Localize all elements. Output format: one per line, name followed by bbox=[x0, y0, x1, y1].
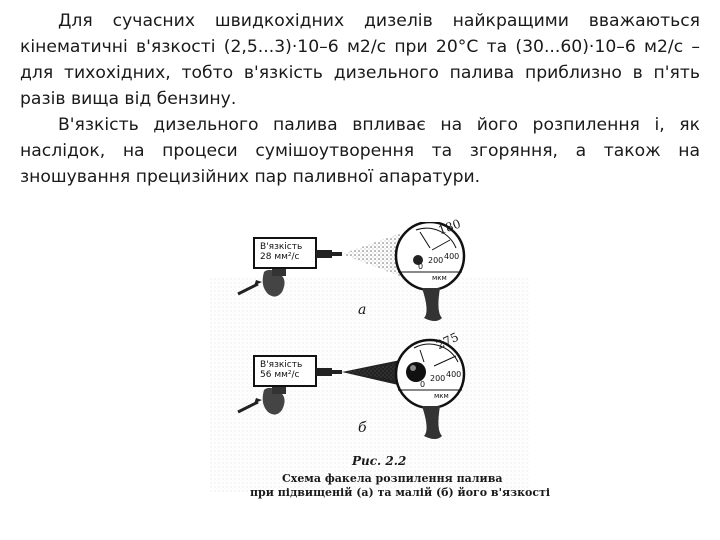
caption-line-1: Схема факела розпилення палива bbox=[282, 472, 503, 485]
dial-tick-b-0: 0 bbox=[420, 380, 426, 389]
viscosity-box-a bbox=[260, 242, 302, 262]
viscosity-label-a: В'язкість bbox=[260, 242, 303, 252]
dial-tick-b-400: 400 bbox=[446, 370, 462, 379]
paragraph-2: В'язкість дизельного палива впливає на його розпилення і, як наслідок, на процеси сумішоутворення та згоряння, а також на зношування прецизійних пар паливної апаратури. bbox=[20, 115, 700, 187]
paragraph-1: Для сучасних швидкохідних дизелів найкращими вважаються кінематичні в'язкості (2,5...3)·10–6 м2/с при 20°С та (30...60)·10–6 м2/с – для тихохідних, тобто в'язкість дизельного палива приблизно в п'ять разів вища від бензину. bbox=[20, 11, 700, 109]
figure-number: Рис. 2.2 bbox=[352, 454, 407, 468]
dial-tick-a-200: 200 bbox=[428, 256, 444, 265]
viscosity-box-b bbox=[260, 360, 302, 380]
spray-figure bbox=[210, 216, 551, 534]
dial-unit-a: мкм bbox=[432, 274, 447, 282]
viscosity-value-b: 56 мм²/с bbox=[260, 370, 300, 380]
sublabel-b: б bbox=[358, 420, 367, 436]
dial-tick-a-400: 400 bbox=[444, 252, 460, 261]
dial-tick-a-0: 0 bbox=[418, 262, 424, 271]
dial-tick-b-200: 200 bbox=[430, 374, 446, 383]
dial-unit-b: мкм bbox=[434, 392, 449, 400]
spray-angle-b: 275 bbox=[434, 329, 461, 353]
caption-line-2: при підвищеній (а) та малій (б) його в'язкості bbox=[250, 486, 551, 499]
spray-angle-a: 180 bbox=[436, 216, 463, 238]
viscosity-label-b: В'язкість bbox=[260, 360, 303, 370]
body-text bbox=[20, 8, 700, 190]
viscosity-value-a: 28 мм²/с bbox=[260, 252, 300, 262]
sublabel-a: а bbox=[358, 302, 367, 318]
